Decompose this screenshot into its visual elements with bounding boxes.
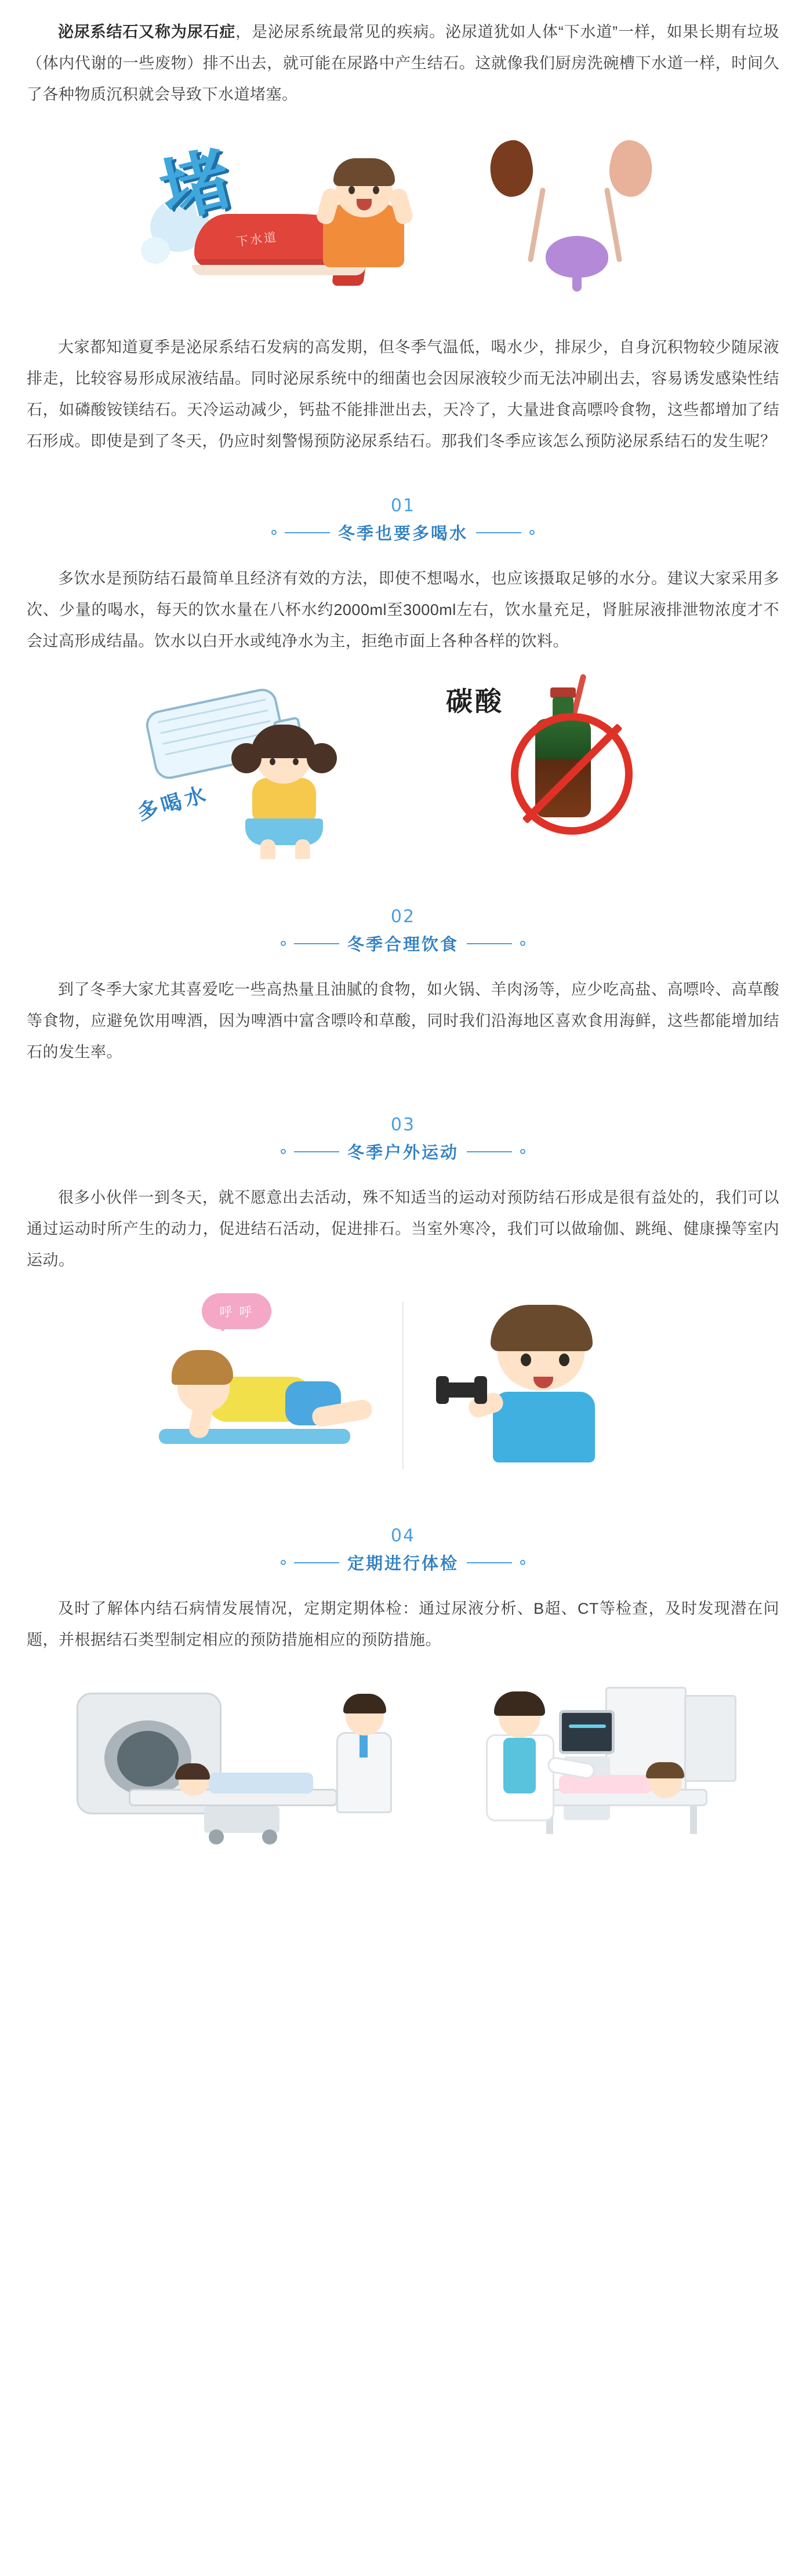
doctor-tie-shape [360, 1734, 368, 1758]
lead-paragraph [27, 16, 779, 110]
boy-body-shape [493, 1392, 595, 1462]
section-heading-02 [27, 904, 779, 955]
bullet-circle-icon [281, 941, 286, 946]
water-splash-small-shape [141, 237, 170, 264]
right-kidney-shape [604, 137, 658, 200]
girl-left-leg-shape [260, 839, 275, 859]
bullet-circle-icon [520, 1149, 525, 1154]
paragraph-diet: 到了冬季大家尤其喜爱吃一些高热量且油腻的食物，如火锅、羊肉汤等，应少吃高盐、高嘌呤、高草酸等食物，应避免饮用啤酒，因为啤酒中富含嘌呤和草酸，同时我们沿海地区喜欢食用海鲜，这些都能增加结石的发生率。 [27, 981, 779, 1061]
illustration-medical-exam [27, 1669, 779, 1855]
left-ureter-shape [528, 187, 546, 263]
shoe-label-text: 下水道 [235, 230, 279, 249]
divider-rule-left [285, 532, 330, 533]
boy-hair-shape [491, 1305, 593, 1351]
divider-rule-left [294, 1562, 339, 1563]
girl-left-eye-shape [270, 758, 275, 765]
breathing-bubble-text: 呼 呼 [202, 1293, 271, 1329]
section-number-02: 02 [390, 907, 416, 927]
boy-right-eye-shape [559, 1354, 569, 1366]
drink-water-label-text: 多喝水 [135, 781, 212, 825]
girl-carrying-jug-figure [228, 730, 361, 856]
urinary-tract-illustration [478, 127, 670, 295]
room-divider-panel-shape [684, 1695, 736, 1782]
section-title-02: 冬季合理饮食 [347, 936, 459, 954]
patient-blanket-shape [209, 1773, 313, 1793]
girl-right-leg-shape [295, 839, 310, 859]
section-heading-01 [27, 493, 779, 544]
bullet-circle-icon [520, 941, 525, 946]
ct-bed-wheel-shape [262, 1829, 277, 1844]
illustration-water-vs-soda [27, 671, 779, 862]
divider-rule-right [467, 1562, 512, 1563]
divider-rule-right [467, 943, 512, 944]
ultrasound-monitor-shape [559, 1710, 615, 1754]
lead-bold-text: 泌尿系结石又称为尿石症 [58, 23, 236, 41]
girl-skirt-shape [245, 818, 323, 845]
illustration-blockage [27, 124, 779, 298]
child-hair-shape [646, 1762, 684, 1778]
lead-rest-text: ，是泌尿系统最常见的疾病。泌尿道犹如人体“下水道”一样，如果长期有垃圾（体内代谢的一些废物）排不出去，就可能在尿路中产生结石。这就像我们厨房洗碗槽下水道一样，时间久了各种物质沉积就会导致下水道堵塞。 [27, 23, 779, 103]
divider-rule-right [476, 532, 521, 533]
carbonated-label-text: 碳酸 [446, 686, 504, 716]
doctor-hair-shape [343, 1694, 386, 1713]
paragraph-winter-risk: 大家都知道夏季是泌尿系结石发病的高发期，但冬季气温低，喝水少，排尿少，自身沉积物较少随尿液排走，比较容易形成尿液结晶。同时泌尿系统中的细菌也会因尿液较少而无法冲刷出去，容易诱发感染性结石，如磷酸铵镁结石。天冷运动减少，钙盐不能排泄出去，天冷了，大量进食高嘌呤食物，这些都增加了结石形成。即使是到了冬天，仍应时刻警惕预防泌尿系结石。那我们冬季应该怎么预防泌尿系结石的发生呢？ [27, 339, 779, 450]
person-hair-shape [333, 158, 395, 186]
divider-rule-left [294, 1151, 339, 1152]
bullet-circle-icon [271, 530, 277, 535]
left-kidney-shape [485, 137, 538, 200]
dumbbell-exercise-illustration [413, 1290, 685, 1475]
worried-person-figure [310, 150, 420, 260]
nurse-hair-shape [494, 1691, 545, 1716]
ultrasound-illustration [422, 1675, 747, 1849]
paragraph-checkup: 及时了解体内结石病情发展情况，定期定期体检：通过尿液分析、B超、CT等检查，及时发现潜在问题，并根据结石类型制定相应的预防措施相应的预防措施。 [27, 1600, 779, 1649]
nurse-figure [478, 1691, 565, 1836]
doctor-figure [332, 1698, 395, 1832]
plank-exercise-illustration [121, 1290, 393, 1475]
person-left-eye-shape [348, 186, 355, 194]
paragraph-exercise: 很多小伙伴一到冬天，就不愿意出去活动，殊不知适当的运动对预防结石形成是很有益处的，我们可以通过运动时所产生的动力，促进结石活动，促进排石。当室外寒冷，我们可以做瑜伽、跳绳、健康操等室内运动。 [27, 1189, 779, 1269]
section-number-01: 01 [390, 496, 416, 516]
section-title-03: 冬季户外运动 [347, 1144, 459, 1162]
no-soda-illustration [438, 674, 687, 859]
bullet-circle-icon [529, 530, 535, 535]
bullet-circle-icon [520, 1560, 525, 1565]
bullet-circle-icon [281, 1149, 286, 1154]
section-number-03: 03 [390, 1115, 416, 1135]
divider-rule-right [467, 1151, 512, 1152]
exerciser-hair-shape [172, 1350, 233, 1385]
ct-bore-inner-shape [117, 1731, 179, 1787]
boy-left-eye-shape [521, 1354, 531, 1366]
paragraph-drink-water: 多饮水是预防结石最简单且经济有效的方法，即使不想喝水，也应该摄取足够的水分。建议大家采用多次、少量的喝水，每天的饮水量在八杯水约2000ml至3000ml左右，饮水量充足，肾脏尿液排泄物浓度才不会过高形成结晶。饮水以白开水或纯净水为主，拒绝市面上各种各样的饮料。 [27, 570, 779, 650]
section-heading-04 [27, 1523, 779, 1574]
dumbbell-icon [443, 1382, 480, 1398]
urethra-shape [572, 272, 582, 292]
ct-bed-wheel-shape [209, 1829, 224, 1844]
section-title-04: 定期进行体检 [347, 1555, 459, 1573]
child-blanket-shape [559, 1775, 652, 1793]
bullet-circle-icon [281, 1560, 286, 1565]
drink-water-illustration [119, 674, 420, 859]
illustration-exercise [27, 1290, 779, 1481]
person-right-eye-shape [373, 186, 379, 194]
nurse-scrub-shape [503, 1738, 536, 1793]
ct-scan-illustration [59, 1675, 407, 1849]
section-title-01: 冬季也要多喝水 [337, 525, 468, 543]
girl-right-eye-shape [293, 758, 299, 765]
exam-bed-leg-shape [690, 1806, 697, 1834]
yoga-mat-shape [159, 1429, 350, 1444]
section-heading-03 [27, 1112, 779, 1163]
section-number-04: 04 [390, 1526, 416, 1546]
divider-rule-left [294, 943, 339, 944]
blockage-character-text: 堵 [152, 139, 239, 234]
blocked-drain-illustration [136, 127, 449, 295]
illustration-divider [402, 1301, 404, 1469]
